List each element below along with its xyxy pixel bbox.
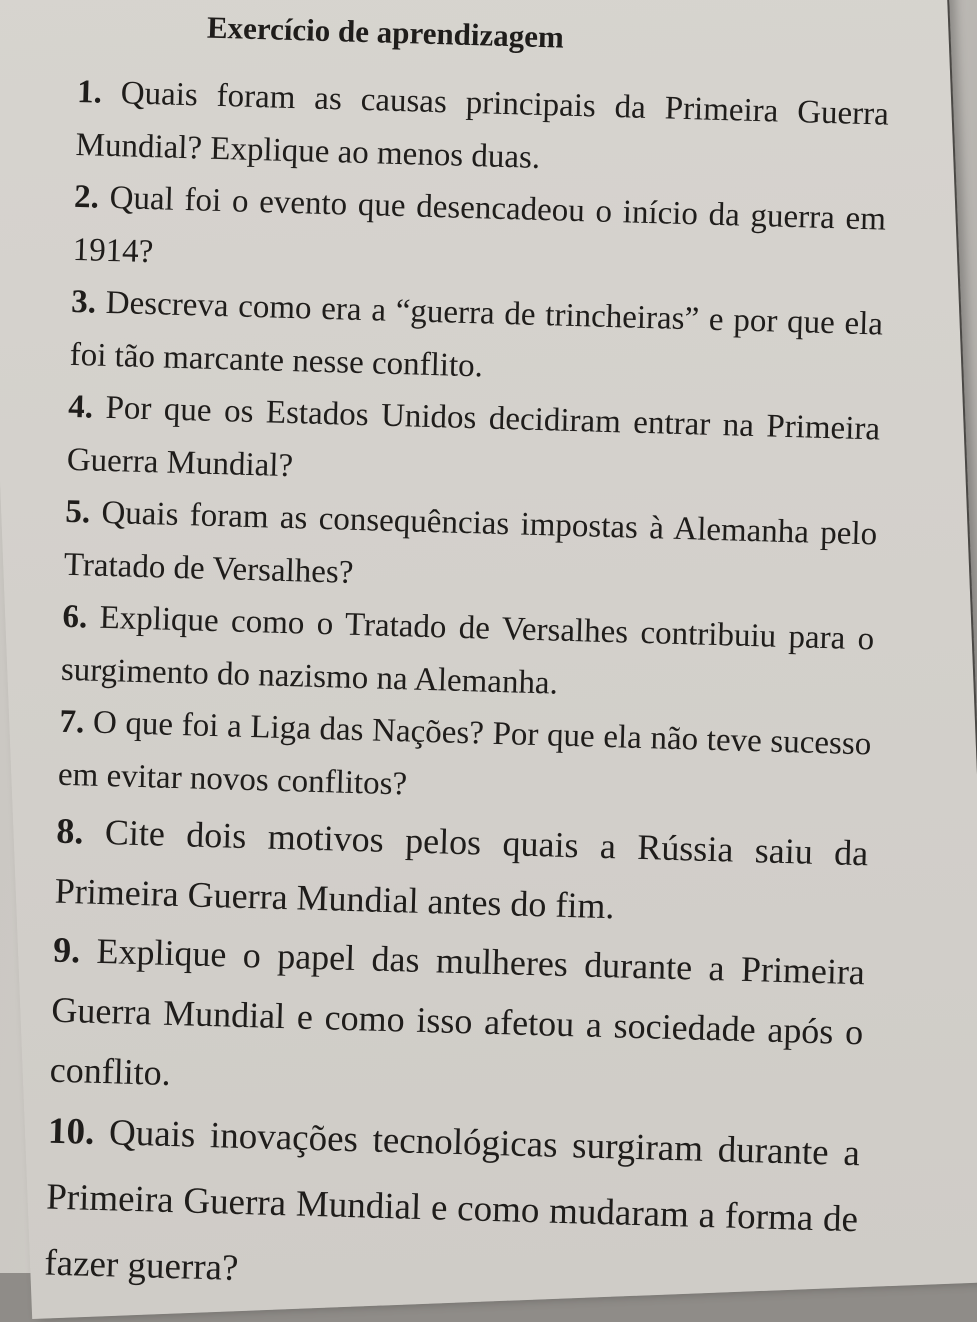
question-number: 6.	[61, 598, 88, 636]
question-10	[43, 1099, 860, 1320]
question-text: Qual foi o evento que desencadeou o início da guerra em 1914?	[72, 179, 887, 271]
question-number: 10.	[47, 1110, 95, 1153]
question-number: 8.	[55, 810, 85, 852]
question-number: 1.	[76, 73, 103, 111]
question-text: Quais foram as consequências impostas à Alemanha pelo Tratado de Versalhes?	[63, 494, 878, 591]
question-text: Quais foram as causas principais da Primeira Guerra Mundial? Explique ao menos duas.	[75, 75, 890, 176]
question-text: Cite dois motivos pelos quais a Rússia saiu da Primeira Guerra Mundial antes do fim.	[54, 812, 869, 927]
question-text: Descreva como era a “guerra de trincheiras” e por que ela foi tão marcante nesse conflito.	[69, 284, 884, 385]
question-number: 5.	[64, 493, 91, 531]
question-text: Explique como o Tratado de Versalhes contribuiu para o surgimento do nazismo na Alemanha.	[60, 599, 875, 702]
question-8	[54, 801, 869, 944]
question-9	[49, 920, 866, 1123]
question-text: Explique o papel das mulheres durante a Primeira Guerra Mundial e como isso afetou a sociedade após o conflito.	[49, 930, 866, 1093]
question-list	[44, 66, 890, 1318]
question-number: 2.	[73, 178, 100, 216]
question-number: 7.	[59, 703, 85, 741]
question-number: 3.	[70, 283, 97, 321]
question-text: O que foi a Liga das Nações? Por que ela não teve sucesso em evitar novos conflitos?	[57, 704, 872, 803]
question-number: 4.	[67, 388, 94, 426]
worksheet-title: Exercício de aprendizagem	[206, 9, 565, 55]
question-text: Por que os Estados Unidos decidiram entrar na Primeira Guerra Mundial?	[66, 389, 881, 485]
question-number: 9.	[52, 929, 81, 971]
question-text: Quais inovações tecnológicas surgiram durante a Primeira Guerra Mundial e como mudaram a forma de fazer guerra?	[43, 1112, 861, 1289]
